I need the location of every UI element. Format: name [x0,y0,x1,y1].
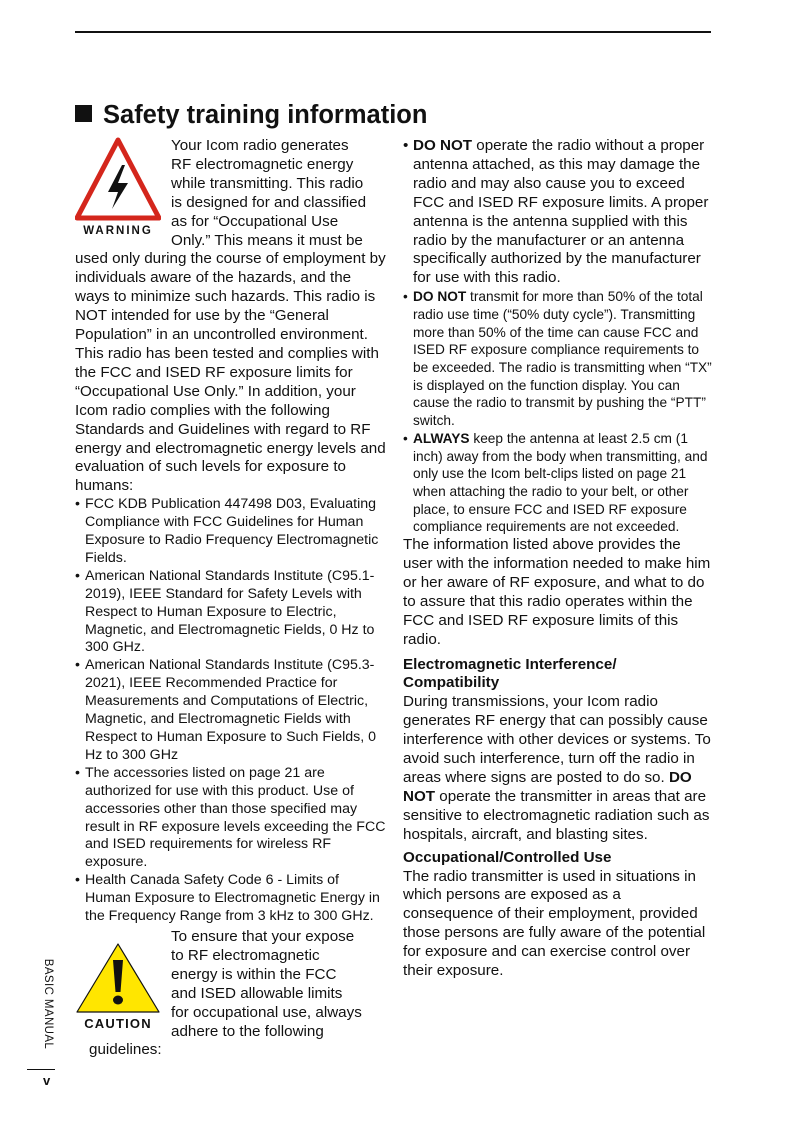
emi-heading: Electromagnetic Interference/ Compatibility [403,655,617,692]
guideline-emphasis: ALWAYS [413,430,470,446]
page-number-rule [27,1069,55,1070]
emi-text: During transmissions, your Icom radio generates RF energy that can possibly cause interference with other devices or systems. To avoid such interference, turn off the radio in areas where signs are posted to do so. [403,693,711,786]
square-bullet-icon [75,105,92,122]
intro-line: Your Icom radio generates [171,137,349,154]
standard-item-text: FCC KDB Publication 447498 D03, Evaluating Compliance with FCC Guidelines for Human Exposure to Radio Frequency Electromagnetic Fields. [85,496,379,566]
guideline-item [403,288,713,430]
caution-symbol [75,942,161,1030]
standard-item [75,568,387,658]
emi-emphasis: DO NOT [403,768,692,805]
top-rule [75,31,711,33]
caution-label: CAUTION [84,1015,152,1030]
intro-line: is designed for and classified [171,193,367,211]
info-paragraph: The information listed above provides the user with the information needed to make him or her aware of RF exposure, and what to do to assure that this radio operates within the FCC and ISED RF exposure limits of this radio. [403,536,711,648]
left-column [75,137,387,1060]
caution-line: to RF electromagnetic [171,946,320,964]
standard-item-text: Health Canada Safety Code 6 - Limits of Human Exposure to Electromagnetic Energy in the Frequency Range from 3 kHz to 300 GHz. [85,872,380,925]
guideline-text: keep the antenna at least 2.5 cm (1 inch) away from the body when transmitting, and only use the Icom belt-clips listed on page 21 when attaching the radio to your belt, or other place, to ensure FCC and ISED RF exposure compliance requirements are not exceeded. [413,430,708,535]
warning-symbol [75,137,161,237]
page-title-text: Safety training information [103,101,428,129]
warning-icon [75,137,161,237]
warning-label: WARNING [83,225,153,237]
caution-line: To ensure that your expose [171,927,355,945]
guideline-item [403,430,713,536]
caution-block [75,928,387,1060]
page-title [75,101,427,130]
intro-line: while transmitting. This radio [171,174,364,192]
emi-paragraph [403,693,713,844]
occupational-paragraph: The radio transmitter is used in situations in which persons are exposed as a consequence of their employment, provided those persons are fully aware of the potential for exposure and can exercise control over their exposure. [403,867,706,980]
guideline-item [403,137,713,288]
page-number: v [43,1073,51,1088]
guideline-text: transmit for more than 50% of the total radio use time (“50% duty cycle”). Transmitting more than 50% of the time can cause FCC and ISED RF exposure compliance requirements to be exceeded. The radio is transmitting when “TX” is displayed on the function display. You can cause the radio to transmit by pushing the “PTT” switch. [413,289,712,429]
guideline-emphasis: DO NOT [413,289,467,305]
caution-line: energy is within the FCC [171,965,337,983]
intro-rest: used only during the course of employment by individuals aware of the hazards, and the ways to minimize such hazards. This radio is NOT intended for use by the “General Population” in an uncontrolled environment. This radio has been tested and complies with the FCC and ISED RF exposure limits for “Occupational Use Only.” In addition, your Icom radio complies with the following Standards and Guidelines with regard to RF energy and electromagnetic energy levels and evaluation of such levels for exposure to humans: [75,250,386,495]
intro-line: as for “Occupational Use [171,212,339,230]
standard-item [75,872,387,926]
caution-line: and ISED allowable limits [171,984,343,1002]
caution-icon [75,942,161,1030]
intro-line: RF electromagnetic energy [171,155,354,173]
standard-item [75,765,387,872]
occupational-heading: Occupational/Controlled Use [403,848,612,866]
standard-item [75,496,387,568]
right-column [403,137,713,981]
intro-line: Only.” This means it must be [171,231,363,249]
emi-text: operate the transmitter in areas that are sensitive to electromagnetic radiation such as hospitals, aircraft, and blasting sites. [403,787,710,843]
caution-line: guidelines: [89,1041,162,1059]
caution-line: adhere to the following [171,1022,324,1040]
side-tab [33,951,61,1062]
standard-item-text: American National Standards Institute (C95.3-2021), IEEE Recommended Practice for Measurements and Computations of Electric, Magnetic, and Electromagnetic Fields with Respect to Human Exposure to Such Fields, 0 Hz to 300 GHz [85,657,376,763]
side-label: BASIC MANUAL [42,958,54,1050]
guideline-text: operate the radio without a proper antenna attached, as this may damage the radio and may also cause you to exceed FCC and ISED RF exposure limits. A proper antenna is the antenna supplied with this radio by the manufacturer or an antenna specifically authorized by the manufacturer for use with this radio. [413,137,709,287]
standard-item-text: American National Standards Institute (C95.1-2019), IEEE Standard for Safety Levels with Respect to Human Exposure to Electric, Magnetic, and Electromagnetic Fields, 0 Hz to 300 GHz. [85,567,375,656]
standard-item-text: The accessories listed on page 21 are authorized for use with this product. Use of accessories other than those specified may result in RF exposure levels exceeding the FCC and ISED requirements for wireless RF exposure. [85,764,386,871]
standard-item [75,657,387,764]
guideline-emphasis: DO NOT [413,137,473,154]
caution-line: for occupational use, always [171,1003,362,1021]
